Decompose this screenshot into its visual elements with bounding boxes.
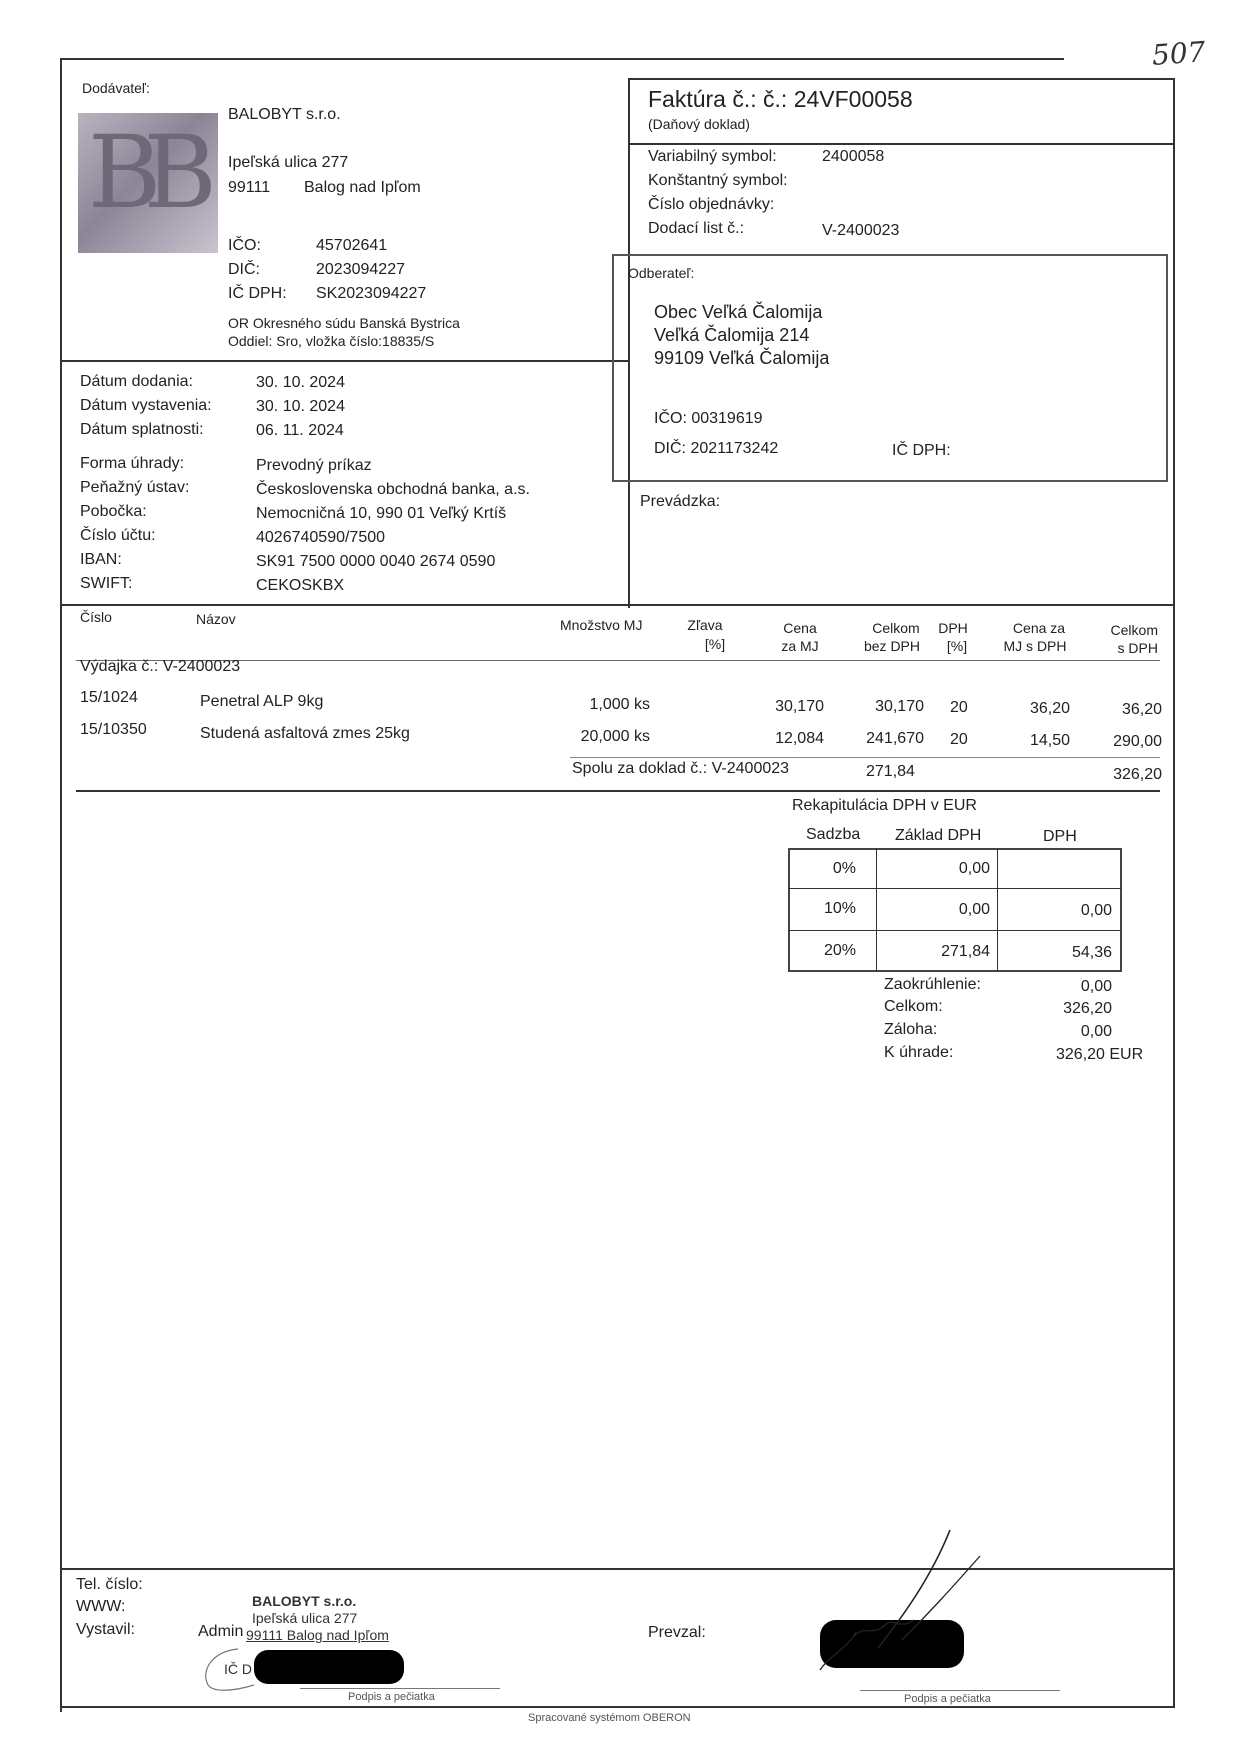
- invoice-box-mid: [628, 143, 1175, 145]
- due-date-label: Dátum splatnosti:: [80, 421, 204, 438]
- row2-total-ex: 241,670: [866, 730, 924, 747]
- supplier-ico: 45702641: [316, 237, 388, 254]
- row1-vat: 20: [950, 699, 968, 716]
- recap-row2-base: 0,00: [958, 901, 990, 918]
- col-price-inc-header-2: MJ s DPH: [1003, 638, 1067, 654]
- account: 4026740590/7500: [256, 529, 386, 546]
- issued-by: Admin: [198, 1623, 244, 1640]
- supplier-dates-divider: [60, 360, 628, 362]
- issue-date: 30. 10. 2024: [256, 398, 345, 415]
- rounding-label: Zaokrúhlenie:: [884, 976, 981, 993]
- stamp-swirl: [194, 1645, 274, 1695]
- supplier-street: Ipeľská ulica 277: [228, 154, 349, 171]
- right-sign-stamp-label: Podpis a pečiatka: [904, 1693, 991, 1705]
- invoice-subtitle: (Daňový doklad): [648, 116, 750, 132]
- frame-right: [1173, 78, 1175, 1708]
- col-qty-header: Množstvo MJ: [560, 617, 643, 633]
- delivery-note-label: Dodací list č.:: [648, 220, 745, 237]
- col-total-inc-header-1: Celkom: [1110, 622, 1158, 638]
- supplier-zip: 99111: [228, 179, 271, 196]
- recap-row3-vat: 54,36: [1071, 944, 1112, 961]
- col-price-inc-header-1: Cena za: [1012, 620, 1066, 636]
- iban-label: IBAN:: [80, 551, 122, 568]
- customer-name: Obec Veľká Čalomija: [654, 302, 823, 322]
- sum-label: Spolu za doklad č.: V-2400023: [572, 760, 790, 777]
- total: 326,20: [1063, 1000, 1112, 1017]
- supplier-icdph-label: IČ DPH:: [228, 285, 287, 302]
- customer-ico: IČO: 00319619: [654, 410, 763, 427]
- recap-hline-2: [788, 930, 1122, 931]
- row2-name: Studená asfaltová zmes 25kg: [200, 725, 410, 742]
- stamp-city: 99111 Balog nad Ipľom: [246, 1627, 389, 1643]
- amount-due-label: K úhrade:: [884, 1044, 954, 1061]
- handwritten-page-number: 507: [1150, 35, 1207, 72]
- branch-label: Pobočka:: [80, 503, 147, 520]
- col-price-header-2: za MJ: [781, 638, 819, 654]
- system-note: Spracované systémom OBERON: [528, 1712, 691, 1724]
- due-date: 06. 11. 2024: [256, 422, 344, 439]
- sum-top-line: [570, 757, 1160, 758]
- supplier-label: Dodávateľ:: [82, 80, 150, 96]
- account-label: Číslo účtu:: [80, 527, 156, 544]
- row1-price: 30,170: [775, 698, 824, 715]
- recap-hline-1: [788, 888, 1122, 889]
- col-total-ex-header-1: Celkom: [872, 620, 920, 636]
- col-total-ex-header-2: bez DPH: [863, 638, 921, 654]
- supplier-icdph: SK2023094227: [316, 285, 427, 302]
- row2-number: 15/10350: [80, 721, 147, 738]
- constant-symbol-label: Konštantný symbol:: [648, 172, 788, 189]
- branch: Nemocničná 10, 990 01 Veľký Krtíš: [256, 505, 507, 522]
- stamp-street: Ipeľská ulica 277: [252, 1610, 358, 1626]
- deposit: 0,00: [1080, 1023, 1112, 1040]
- bank: Československa obchodná banka, a.s.: [256, 481, 530, 498]
- left-sign-stamp-label: Podpis a pečiatka: [348, 1691, 435, 1703]
- row1-qty: 1,000 ks: [589, 696, 650, 713]
- recap-row1-rate: 0%: [832, 860, 856, 877]
- deposit-label: Záloha:: [884, 1021, 938, 1038]
- supplier-logo-text: BB: [88, 114, 199, 231]
- supplier-dic: 2023094227: [316, 261, 405, 278]
- payment-method-label: Forma úhrady:: [80, 455, 185, 472]
- col-vat-header-1: DPH: [938, 620, 968, 636]
- row1-name: Penetral ALP 9kg: [200, 693, 324, 710]
- row1-total-inc: 36,20: [1121, 701, 1162, 718]
- recap-title: Rekapitulácia DPH v EUR: [792, 797, 977, 814]
- invoice-title: Faktúra č.: č.: 24VF00058: [648, 86, 913, 112]
- left-signature-line: [300, 1688, 500, 1689]
- row2-price-inc: 14,50: [1029, 732, 1070, 749]
- supplier-ico-label: IČO:: [228, 237, 261, 254]
- sum-total-inc: 326,20: [1113, 766, 1162, 783]
- col-discount-header-2: [%]: [704, 636, 726, 652]
- rounding: 0,00: [1080, 978, 1112, 995]
- recap-vline-1: [876, 848, 877, 972]
- delivery-date-label: Dátum dodania:: [80, 373, 193, 390]
- total-label: Celkom:: [884, 998, 943, 1015]
- premises-label: Prevádzka:: [640, 493, 721, 510]
- delivery-note: V-2400023: [822, 222, 900, 239]
- row2-price: 12,084: [775, 730, 824, 747]
- row2-qty: 20,000 ks: [580, 728, 650, 745]
- issue-date-label: Dátum vystavenia:: [80, 397, 212, 414]
- issue-note: Výdajka č.: V-2400023: [80, 658, 241, 675]
- customer-icdph-label: IČ DPH:: [892, 442, 951, 459]
- col-number-header: Číslo: [80, 609, 112, 625]
- recap-row3-base: 271,84: [941, 943, 990, 960]
- customer-dic: DIČ: 2021173242: [654, 440, 779, 457]
- redaction-left: [254, 1650, 404, 1684]
- row2-vat: 20: [950, 731, 968, 748]
- signature-scribble: [790, 1520, 1010, 1680]
- supplier-city: Balog nad Ipľom: [304, 179, 421, 196]
- row1-price-inc: 36,20: [1029, 700, 1070, 717]
- bank-label: Peňažný ústav:: [80, 479, 190, 496]
- row1-number: 15/1024: [80, 689, 138, 706]
- col-vat-header-2: [%]: [946, 638, 968, 654]
- delivery-date: 30. 10. 2024: [256, 374, 345, 391]
- stamp-name: BALOBYT s.r.o.: [252, 1593, 357, 1609]
- col-price-header-1: Cena: [783, 620, 817, 636]
- variable-symbol-label: Variabilný symbol:: [648, 148, 777, 165]
- supplier-name: BALOBYT s.r.o.: [228, 106, 341, 123]
- right-signature-line: [860, 1690, 1060, 1691]
- frame-top: [60, 58, 1064, 60]
- header-bottom-divider: [60, 604, 1175, 606]
- swift-label: SWIFT:: [80, 575, 133, 592]
- recap-row2-vat: 0,00: [1080, 902, 1112, 919]
- recap-col-vat: DPH: [1043, 828, 1077, 845]
- received-label: Prevzal:: [648, 1624, 706, 1641]
- frame-left: [60, 58, 62, 1712]
- customer-zip-city: 99109 Veľká Čalomija: [654, 348, 830, 368]
- col-total-inc-header-2: s DPH: [1117, 640, 1158, 656]
- row1-total-ex: 30,170: [875, 698, 924, 715]
- frame-bottom: [60, 1706, 1175, 1708]
- www-label: WWW:: [76, 1598, 126, 1615]
- amount-due: 326,20 EUR: [1056, 1046, 1144, 1063]
- recap-col-base: Základ DPH: [895, 827, 982, 844]
- order-number-label: Číslo objednávky:: [648, 196, 775, 213]
- stamp-ico-prefix: IČ D: [224, 1661, 252, 1677]
- customer-label: Odberateľ:: [628, 265, 695, 281]
- customer-street: Veľká Čalomija 214: [654, 325, 810, 345]
- recap-row3-rate: 20%: [823, 942, 856, 959]
- recap-row1-base: 0,00: [958, 860, 990, 877]
- table-bottom-line: [76, 790, 1160, 792]
- supplier-logo: [78, 113, 218, 253]
- variable-symbol: 2400058: [822, 148, 885, 165]
- payment-method: Prevodný príkaz: [256, 457, 372, 474]
- invoice-box-top: [628, 78, 1175, 80]
- issued-by-label: Vystavil:: [76, 1621, 135, 1638]
- recap-row2-rate: 10%: [823, 900, 856, 917]
- tel-label: Tel. číslo:: [76, 1576, 143, 1593]
- sum-total-ex: 271,84: [866, 763, 915, 780]
- swift: CEKOSKBX: [256, 577, 345, 594]
- supplier-register-line1: OR Okresného súdu Banská Bystrica: [228, 315, 460, 331]
- row2-total-inc: 290,00: [1113, 733, 1162, 750]
- recap-vline-2: [997, 848, 998, 972]
- iban: SK91 7500 0000 0040 2674 0590: [256, 553, 496, 570]
- col-name-header: Názov: [196, 611, 236, 627]
- col-discount-header-1: Zľava: [687, 617, 723, 633]
- supplier-register-line2: Oddiel: Sro, vložka číslo:18835/S: [228, 333, 435, 349]
- recap-col-rate: Sadzba: [806, 826, 861, 843]
- supplier-dic-label: DIČ:: [228, 261, 260, 278]
